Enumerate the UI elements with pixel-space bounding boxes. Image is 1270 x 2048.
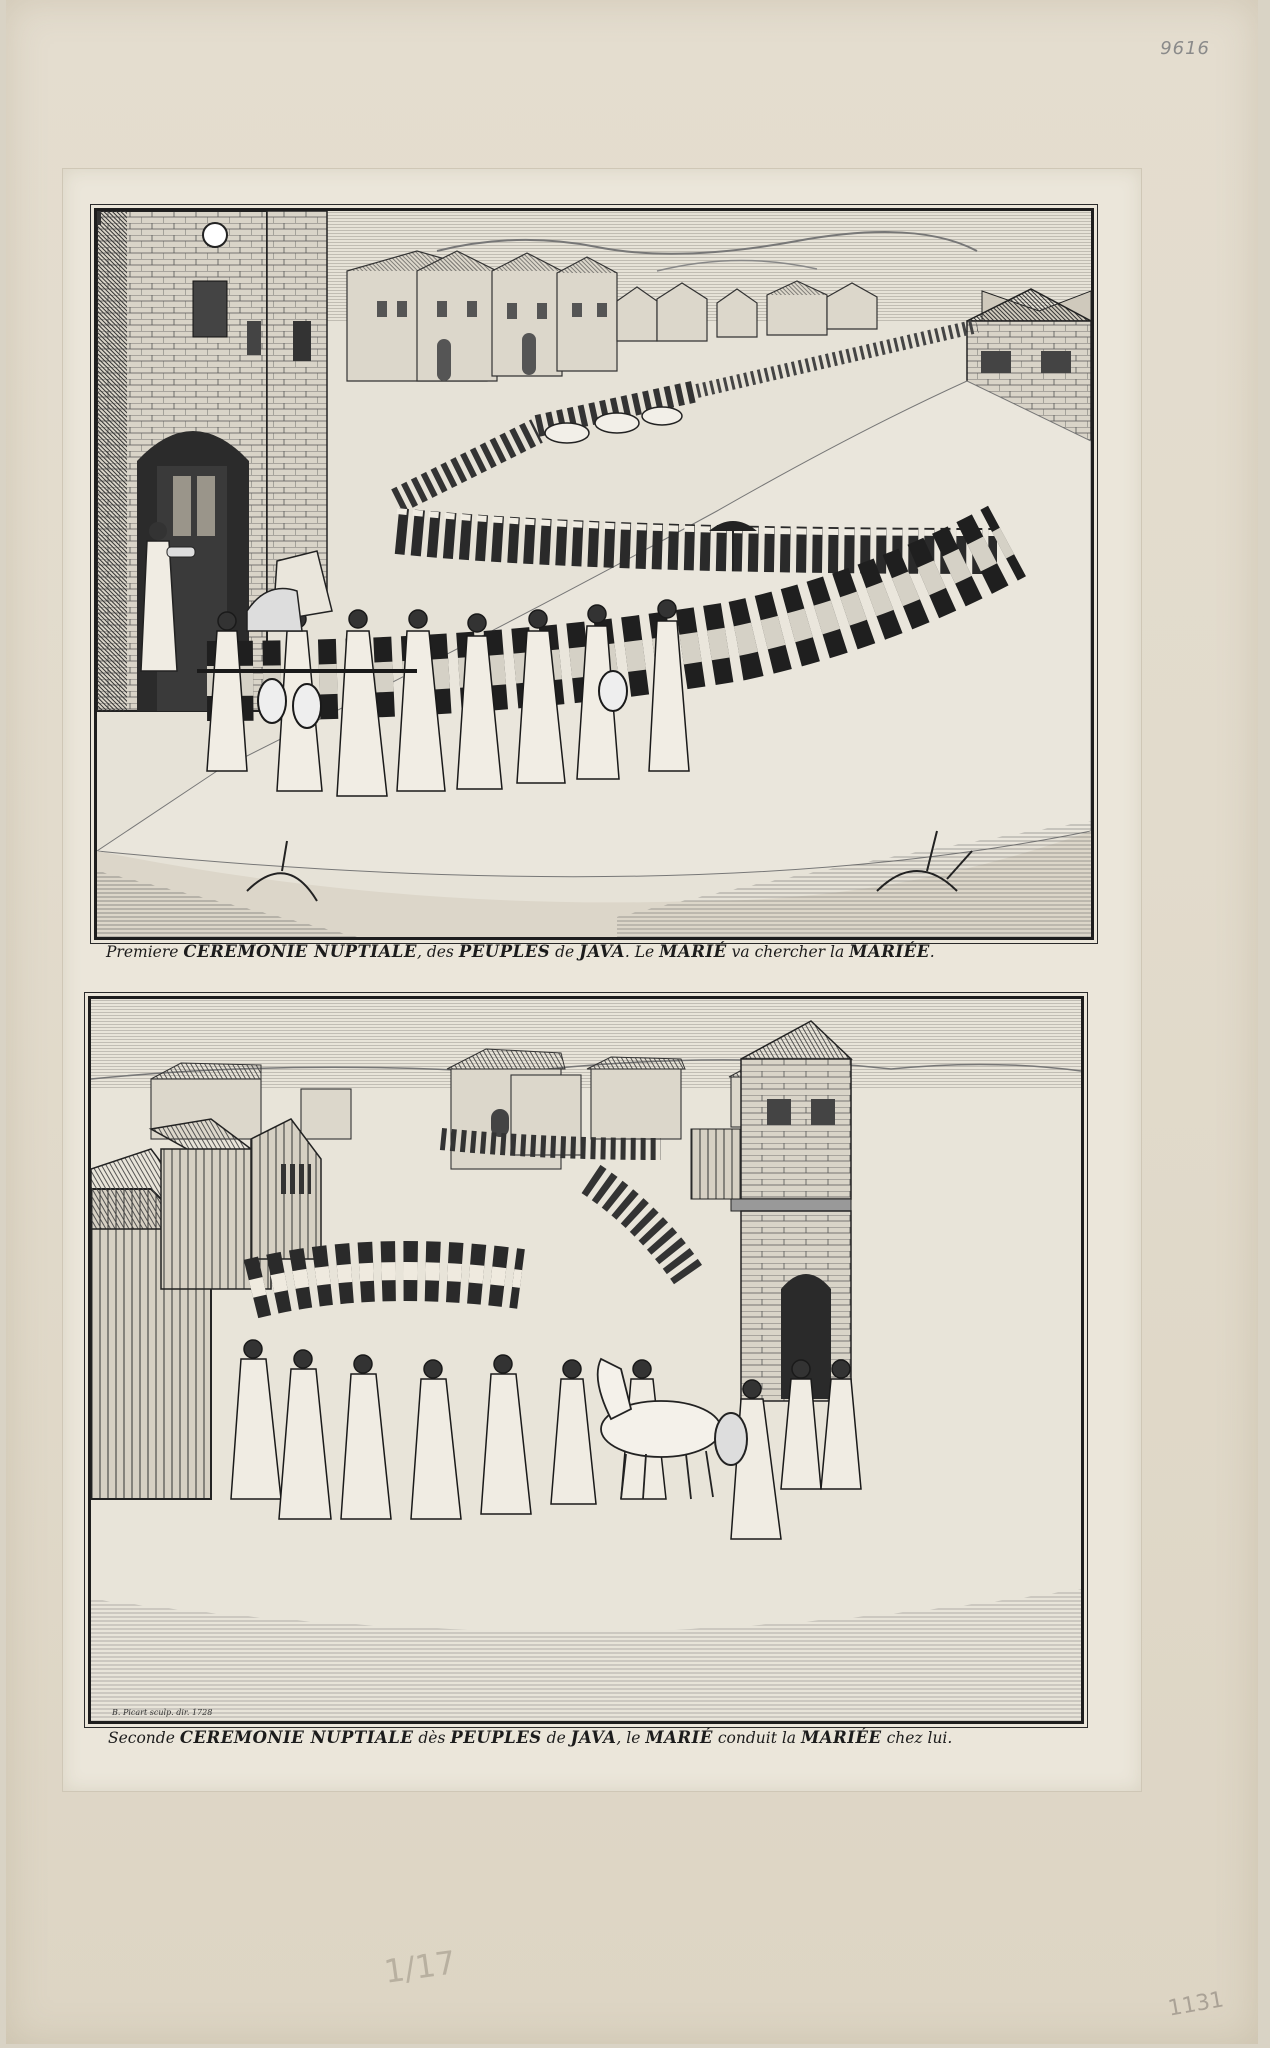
caption-word: Premiere [106,943,184,961]
caption-word: conduit la [712,1729,801,1747]
caption-word: , des [416,943,459,961]
caption-caps: MARIÉE [849,942,930,961]
caption-word: . [929,943,935,961]
caption-word: chez lui. [881,1729,953,1747]
engraving-second-ceremony [88,996,1084,1724]
caption-caps: JAVA [579,942,625,961]
caption-word: dès [413,1729,451,1747]
caption-caps: PEUPLES [450,1728,542,1747]
caption-caps: MARIÉE [800,1728,882,1747]
caption-word: , le [616,1729,646,1747]
caption-first-ceremony [106,942,935,961]
caption-word: va chercher la [726,943,850,961]
engraving-second-ceremony-image [91,999,1081,1721]
caption-caps: CEREMONIE NUPTIALE [183,942,417,961]
caption-word: de [550,943,580,961]
engraver-signature: B. Picart sculp. dir. 1728 [112,1708,213,1717]
caption-word: Seconde [108,1729,180,1747]
engraving-first-ceremony-image [97,211,1091,937]
inventory-number: 9616 [1160,38,1210,59]
caption-word: . Le [624,943,660,961]
caption-caps: MARIÉ [659,942,727,961]
caption-caps: MARIÉ [645,1728,713,1747]
engraving-first-ceremony [94,208,1094,940]
caption-word: de [541,1729,571,1747]
pencil-annotation: 1/17 [381,1943,459,1991]
caption-caps: PEUPLES [458,942,551,961]
caption-second-ceremony [108,1728,952,1747]
caption-caps: JAVA [570,1728,617,1747]
pencil-annotation-corner: 1131 [1166,1987,1226,2022]
caption-caps: CEREMONIE NUPTIALE [179,1728,414,1747]
